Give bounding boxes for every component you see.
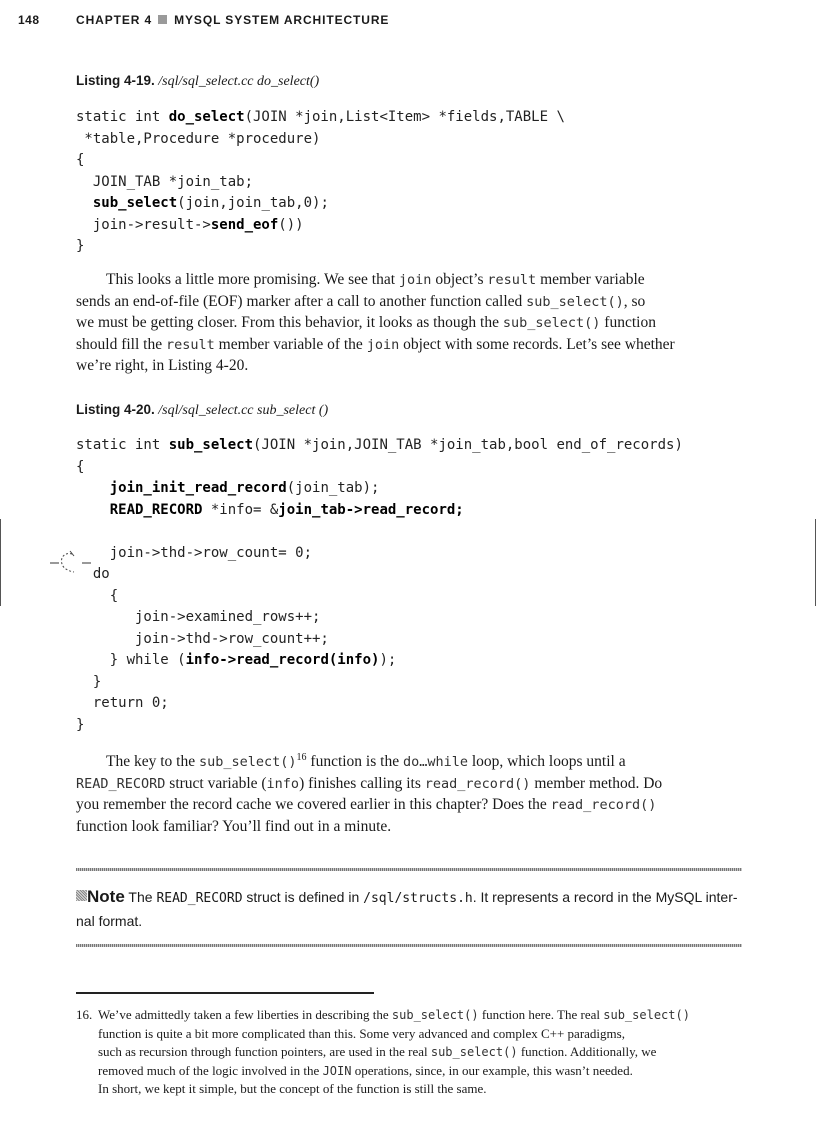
code-line: join->examined_rows++; [76, 609, 321, 625]
text-line: nal format. [76, 913, 143, 929]
note-bottom-rule [76, 944, 742, 947]
text-line: function is quite a bit more complicated than this. Some very advanced and complex C++ paradigms, [98, 1025, 625, 1041]
footnote-16 [76, 1006, 742, 1099]
body-paragraph-2 [76, 747, 742, 837]
code-line: JOIN_TAB *join_tab; [76, 173, 254, 190]
code-line: } while (info->read_record(info)); [76, 652, 397, 668]
note-icon [76, 890, 87, 901]
running-header [76, 13, 389, 27]
text-line: We’ve admittedly taken a few liberties in describing the sub_select() function here. The real sub_select() [98, 1007, 690, 1022]
footnote-text [76, 1007, 742, 1099]
text-line: The READ_RECORD struct is defined in /sql/structs.h. It represents a record in the MySQL inter- [128, 889, 738, 906]
listing-label: Listing 4-19. [76, 73, 155, 88]
code-line: join_init_read_record(join_tab); [109, 480, 380, 496]
code-line: sub_select(join,join_tab,0); [92, 195, 329, 211]
left-margin-bar [0, 519, 1, 606]
text-line: we’re right, in Listing 4-20. [76, 357, 249, 374]
body-paragraph-1 [76, 269, 742, 377]
text-line: function look familiar? You’ll find out in a minute. [76, 817, 392, 835]
chapter-label: CHAPTER 4 [76, 13, 153, 27]
continuation-arrow-icon [48, 548, 98, 576]
header-separator-icon [158, 15, 167, 24]
note-box [76, 885, 742, 933]
code-listing-4-20 [76, 435, 683, 736]
note-text [76, 889, 738, 929]
text-line: In short, we kept it simple, but the concept of the function is still the same. [98, 1081, 487, 1096]
listing-path: /sql/sql_select.cc sub_select () [158, 403, 329, 418]
note-label: Note [87, 887, 125, 906]
listing-path: /sql/sql_select.cc do_select() [158, 74, 320, 89]
note-top-rule [76, 868, 742, 871]
page-number: 148 [18, 13, 40, 27]
code-line: do [76, 566, 110, 582]
footnote-number: 16. [76, 1007, 93, 1022]
code-line: { [76, 152, 85, 168]
listing-caption-4-20 [76, 402, 328, 419]
code-line: join->result->send_eof()) [76, 216, 304, 233]
code-line: static int sub_select(JOIN *join,JOIN_TAB *join_tab,bool end_of_records) [76, 437, 683, 453]
text-line: READ_RECORD struct variable (info) finishes calling its read_record() member method. Do [76, 774, 663, 792]
code-line: join->thd->row_count++; [76, 630, 329, 647]
chapter-title: MYSQL SYSTEM ARCHITECTURE [174, 13, 390, 27]
footnote-rule [76, 992, 374, 994]
code-line: *table,Procedure *procedure) [76, 130, 321, 147]
code-line: } [76, 238, 85, 254]
code-line: join->thd->row_count= 0; [76, 544, 313, 561]
text-line: sends an end-of-file (EOF) marker after a call to another function called sub_select(), so [76, 292, 646, 310]
code-line: READ_RECORD *info= &join_tab->read_record; [109, 501, 464, 518]
text-line: removed much of the logic involved in the JOIN operations, since, in our example, this wasn’t needed. [98, 1062, 633, 1078]
code-listing-4-19 [76, 107, 565, 258]
text-line: we must be getting closer. From this behavior, it looks as though the sub_select() function [76, 314, 656, 331]
code-line: } [76, 716, 85, 733]
listing-label: Listing 4-20. [76, 402, 155, 417]
text-line: The key to the sub_select()$^{16}$ function is the do…while loop, which loops until a [106, 752, 626, 771]
code-line: return 0; [76, 695, 169, 711]
code-line: static int do_select(JOIN *join,List<Item> *fields,TABLE \ [76, 109, 565, 125]
code-line: } [76, 673, 102, 690]
listing-caption-4-19 [76, 73, 319, 90]
text-line: such as recursion through function pointers, are used in the real sub_select() function. Additionally, we [98, 1044, 657, 1059]
text-line: you remember the record cache we covered earlier in this chapter? Does the read_record() [76, 796, 657, 814]
code-line: { [76, 587, 119, 604]
text-line: This looks a little more promising. We see that join object’s result member variable [106, 271, 645, 288]
code-line: { [76, 458, 85, 475]
text-line: should fill the result member variable of the join object with some records. Let’s see whether [76, 335, 675, 353]
